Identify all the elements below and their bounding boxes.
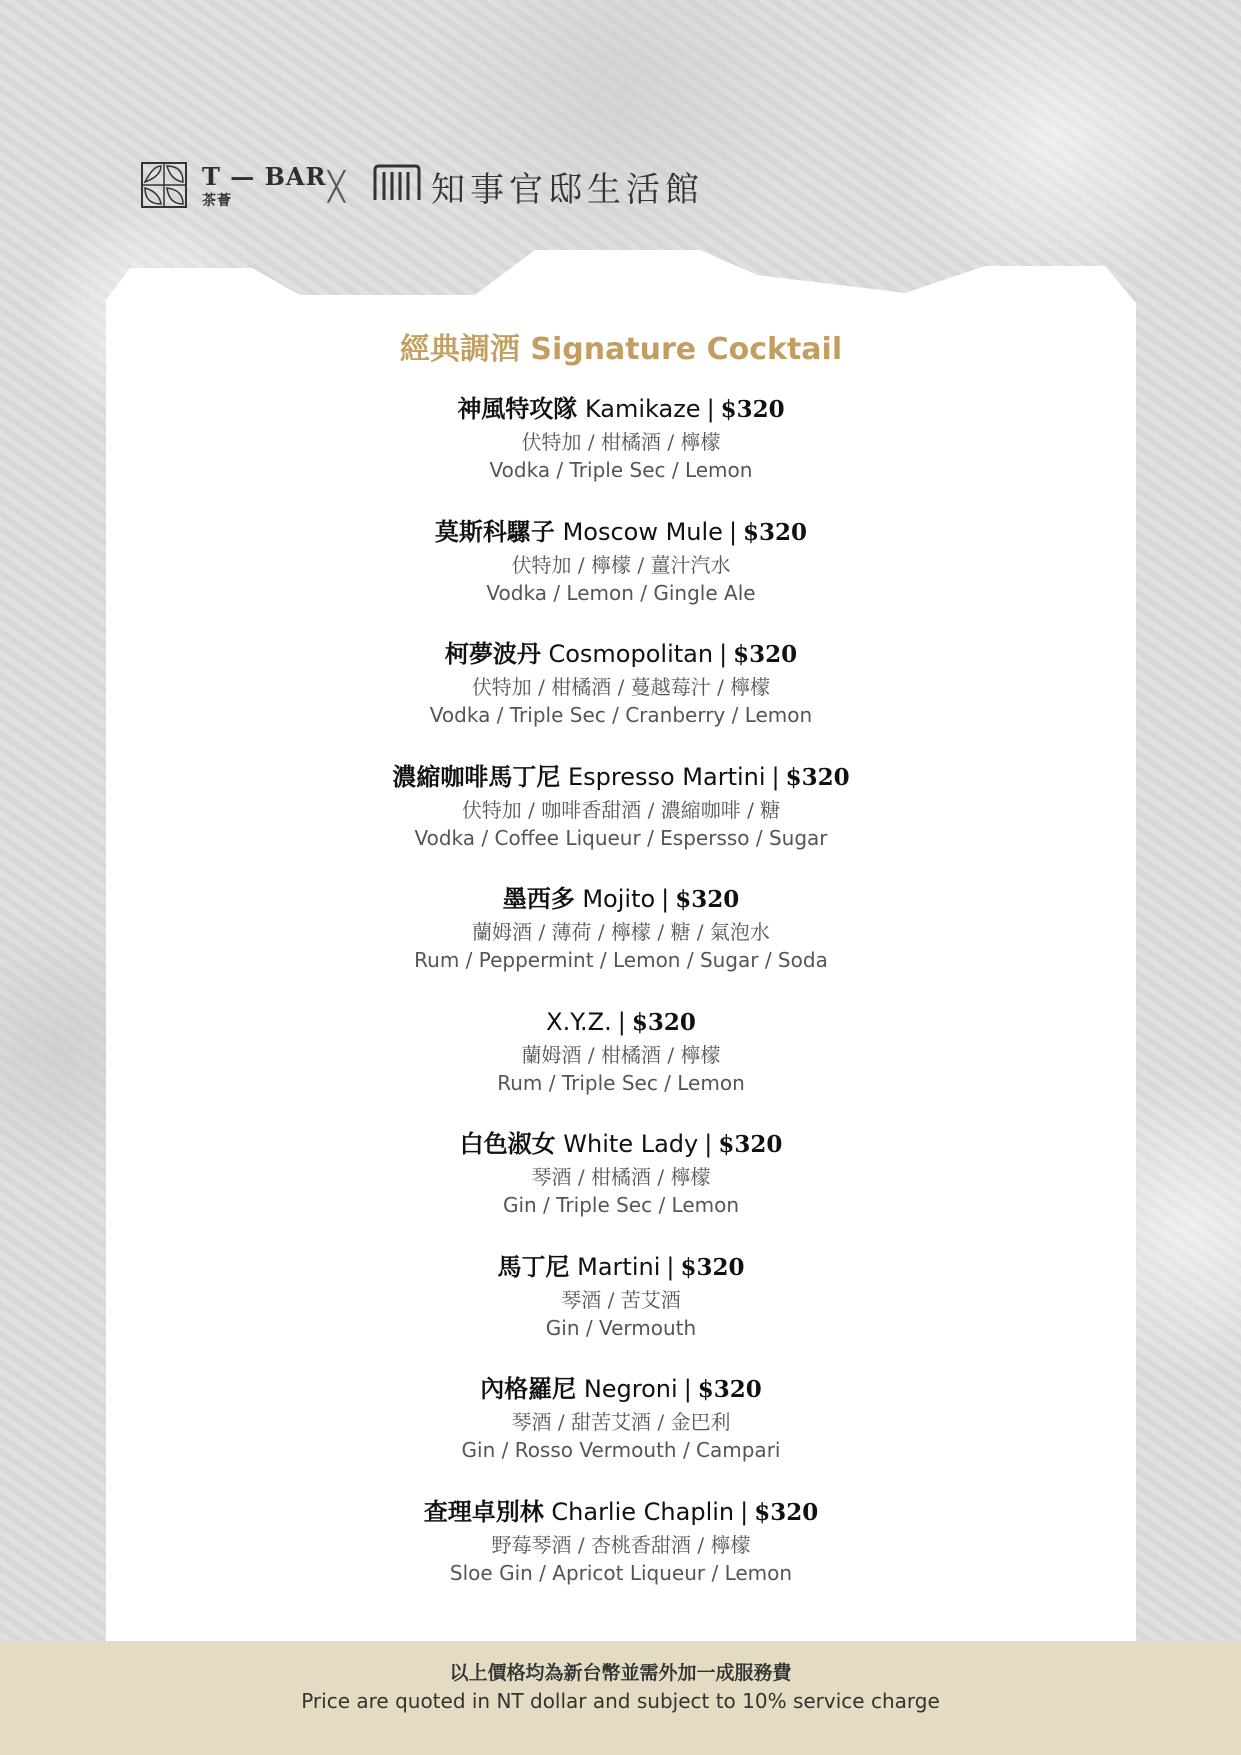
item-ingredients-zh: 伏特加 / 咖啡香甜酒 / 濃縮咖啡 / 糖: [461, 797, 781, 822]
item-ingredients-zh: 伏特加 / 檸檬 / 薑汁汽水: [511, 552, 731, 577]
item-name-en: White Lady: [563, 1130, 699, 1158]
item-price: $320: [680, 1253, 745, 1281]
menu-item: [106, 1250, 1136, 1373]
item-price: $320: [743, 518, 808, 546]
item-name-zh: 白色淑女: [459, 1129, 556, 1158]
service-charge-note-en: Price are quoted in NT dollar and subject to 10% service charge: [301, 1689, 940, 1713]
item-ingredients-en: Rum / Peppermint / Lemon / Sugar / Soda: [414, 948, 828, 972]
item-name-zh: 柯夢波丹: [444, 639, 541, 668]
partner-name: 知事官邸生活館: [431, 170, 704, 210]
item-title: [106, 1495, 1136, 1529]
separator: |: [706, 395, 715, 423]
item-name-zh: 內格羅尼: [480, 1374, 577, 1403]
separator: |: [728, 517, 738, 546]
item-ingredients-zh: 伏特加 / 柑橘酒 / 蔓越莓汁 / 檸檬: [471, 675, 771, 699]
item-price: $320: [754, 1498, 819, 1526]
item-ingredients-zh: 琴酒 / 苦艾酒: [561, 1287, 681, 1312]
item-price: $320: [733, 641, 798, 668]
separator: |: [704, 1130, 713, 1158]
item-name-en: Charlie Chaplin: [551, 1497, 735, 1526]
item-name-en: Cosmopolitan: [548, 640, 714, 668]
menu-item: [106, 637, 1136, 760]
item-title: [106, 515, 1136, 549]
menu-item: [106, 515, 1136, 638]
menu-item: [106, 1005, 1136, 1128]
item-ingredients-en: Gin / Vermouth: [545, 1315, 697, 1340]
item-title: [106, 760, 1136, 794]
item-ingredients-zh: 琴酒 / 甜苦艾酒 / 金巴利: [511, 1410, 731, 1434]
item-ingredients-en: Vodka / Lemon / Gingle Ale: [486, 580, 756, 605]
menu-item: [106, 760, 1136, 883]
item-price: $320: [720, 396, 785, 423]
menu-item: [106, 1127, 1136, 1250]
separator: |: [719, 640, 728, 668]
item-ingredients-en: Vodka / Triple Sec / Lemon: [489, 458, 753, 482]
tbar-logo-icon: [141, 162, 187, 208]
item-name-zh: 莫斯科騾子: [434, 516, 555, 546]
item-ingredients-zh: 蘭姆酒 / 薄荷 / 檸檬 / 糖 / 氣泡水: [472, 920, 770, 944]
footer-note: [0, 1641, 1241, 1755]
item-name-en: Mojito: [582, 885, 656, 913]
item-price: $320: [785, 763, 850, 791]
menu-item: [106, 882, 1136, 1005]
menu-items: [106, 392, 1136, 1617]
header: [141, 160, 741, 210]
separator: |: [661, 885, 670, 913]
item-name-zh: 查理卓別林: [423, 1496, 544, 1526]
item-ingredients-zh: 伏特加 / 柑橘酒 / 檸檬: [521, 430, 721, 454]
separator: |: [617, 1007, 626, 1036]
item-price: $320: [697, 1376, 762, 1403]
item-ingredients-en: Gin / Triple Sec / Lemon: [502, 1193, 740, 1217]
separator: |: [666, 1252, 675, 1281]
item-name-en: Negroni: [583, 1375, 678, 1403]
menu-title: 經典調酒 Signature Cocktail: [399, 332, 843, 367]
item-ingredients-en: Vodka / Triple Sec / Cranberry / Lemon: [429, 703, 813, 727]
item-ingredients-zh: 蘭姆酒 / 柑橘酒 / 檸檬: [521, 1042, 721, 1067]
item-name-en: Espresso Martini: [567, 762, 766, 791]
brand-name: T — BAR: [202, 162, 327, 191]
separator: |: [740, 1497, 749, 1526]
item-price: $320: [675, 886, 740, 913]
item-ingredients-zh: 琴酒 / 柑橘酒 / 檸檬: [531, 1165, 711, 1189]
item-title: [106, 1250, 1136, 1284]
item-title: [106, 882, 1136, 916]
item-ingredients-zh: 野莓琴酒 / 杏桃香甜酒 / 檸檬: [491, 1532, 751, 1557]
brand-subtitle: 茶薈: [202, 193, 232, 209]
item-ingredients-en: Sloe Gin / Apricot Liqueur / Lemon: [449, 1560, 793, 1585]
item-name-en: Moscow Mule: [562, 517, 723, 546]
item-name-en: X.Y.Z.: [546, 1007, 612, 1036]
item-ingredients-en: Gin / Rosso Vermouth / Campari: [461, 1438, 781, 1462]
service-charge-note-zh: 以上價格均為新台幣並需外加一成服務費: [449, 1662, 792, 1684]
item-name-zh: 神風特攻隊: [457, 394, 578, 423]
separator: |: [683, 1375, 692, 1403]
item-name-en: Martini: [577, 1252, 661, 1281]
item-ingredients-en: Vodka / Coffee Liqueur / Espersso / Sugar: [414, 825, 828, 850]
item-price: $320: [631, 1008, 696, 1036]
item-name-zh: 濃縮咖啡馬丁尼: [392, 761, 561, 791]
menu-item: [106, 392, 1136, 515]
item-title: [106, 637, 1136, 671]
partner-logo-icon: [373, 164, 421, 202]
separator: |: [771, 762, 780, 791]
item-title: [106, 1127, 1136, 1161]
item-title: [106, 1372, 1136, 1406]
item-title: [106, 392, 1136, 426]
item-title: [106, 1005, 1136, 1039]
collaboration-x-icon: ╳: [328, 170, 345, 203]
item-name-zh: 墨西多: [502, 884, 575, 913]
item-ingredients-en: Rum / Triple Sec / Lemon: [497, 1070, 745, 1095]
item-name-en: Kamikaze: [584, 395, 701, 423]
cocktail-menu: [106, 330, 1136, 1617]
menu-item: [106, 1495, 1136, 1618]
menu-item: [106, 1372, 1136, 1495]
item-price: $320: [718, 1131, 783, 1158]
item-name-zh: 馬丁尼: [497, 1251, 570, 1281]
